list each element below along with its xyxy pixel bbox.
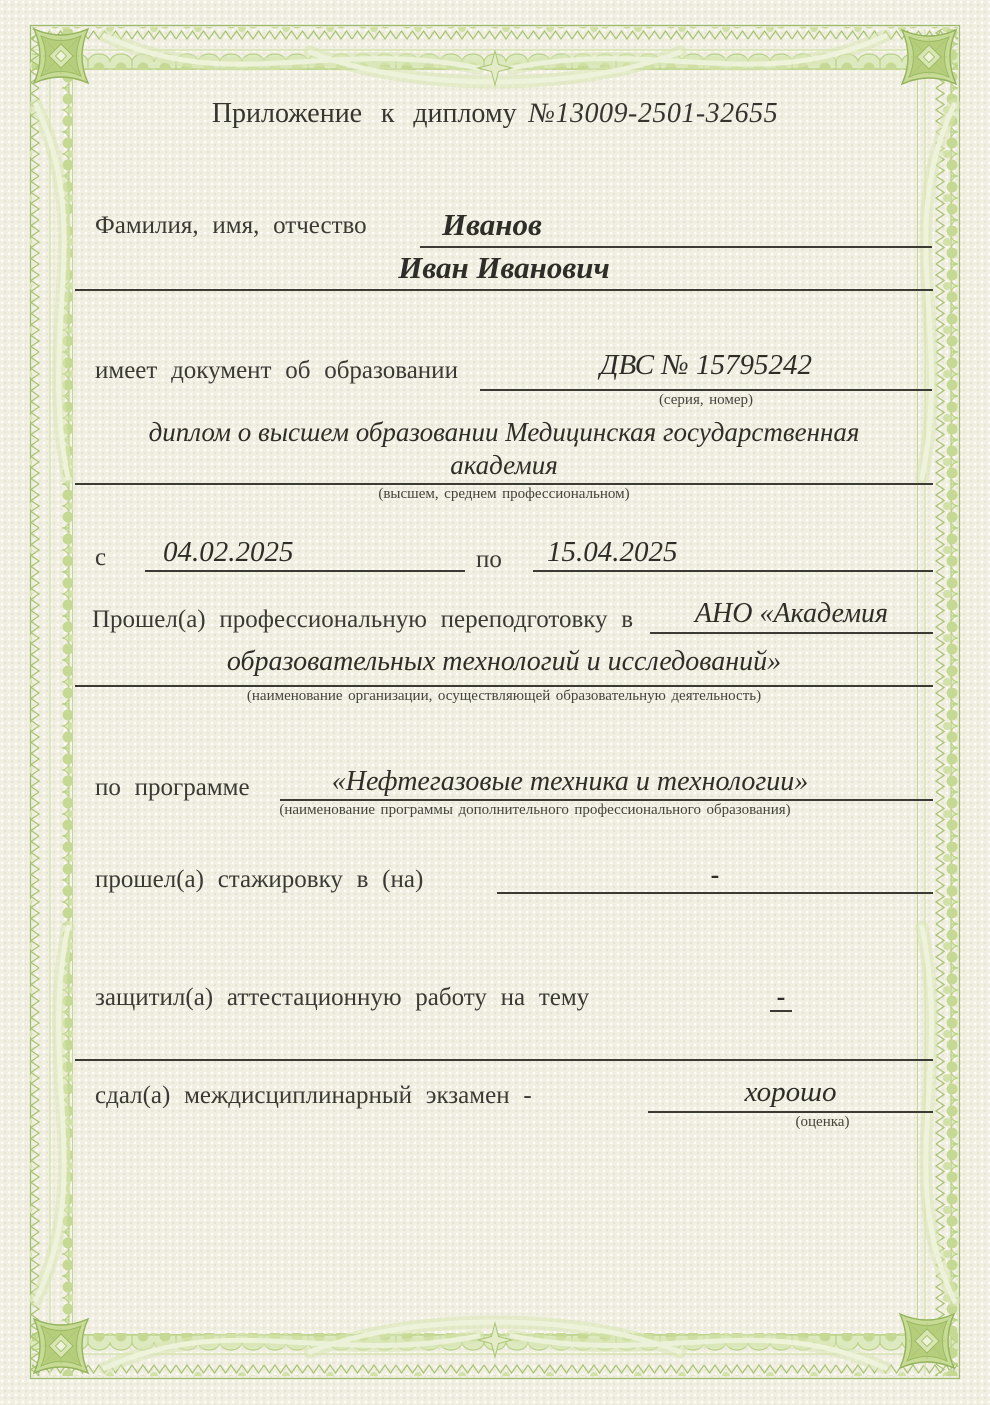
field-underline bbox=[75, 289, 933, 291]
retraining-label: Прошел(а) профессиональную переподготовку в bbox=[92, 606, 634, 633]
field-underline bbox=[420, 246, 932, 248]
exam-grade-value: хорошо bbox=[744, 1076, 837, 1108]
title-prefix: Приложение к диплому bbox=[211, 98, 517, 129]
field-underline bbox=[145, 570, 465, 572]
program-label: по программе bbox=[95, 774, 250, 801]
period-from-value: 04.02.2025 bbox=[163, 536, 294, 568]
period-to-label: по bbox=[476, 546, 502, 573]
corner-rosette-top-right bbox=[902, 30, 956, 84]
title-diploma-number: №13009-2501-32655 bbox=[528, 98, 779, 129]
corner-rosette-top-left bbox=[34, 29, 88, 83]
thesis-label: защитил(а) аттестационную работу на тему bbox=[95, 984, 590, 1011]
document-type-line1: диплом о высшем образовании Медицинская государственная bbox=[148, 417, 860, 447]
program-caption: (наименование программы дополнительного профессионального образования) bbox=[279, 802, 791, 818]
organization-caption: (наименование организации, осуществляющей образовательную деятельность) bbox=[246, 688, 762, 704]
internship-value: - bbox=[710, 860, 720, 889]
internship-label: прошел(а) стажировку в (на) bbox=[95, 866, 424, 893]
field-underline bbox=[533, 570, 933, 572]
period-from-label: с bbox=[95, 544, 107, 571]
corner-rosette-bottom-right bbox=[900, 1314, 954, 1368]
name-surname-value: Иванов bbox=[442, 207, 542, 242]
field-underline bbox=[75, 483, 933, 485]
name-label: Фамилия, имя, отчество bbox=[95, 212, 367, 239]
corner-rosette-bottom-left bbox=[34, 1319, 88, 1373]
document-series-number-value: ДВС № 15795242 bbox=[600, 349, 812, 381]
field-underline bbox=[497, 892, 933, 894]
education-document-label: имеет документ об образовании bbox=[95, 357, 458, 384]
field-underline bbox=[770, 1010, 792, 1012]
field-underline bbox=[280, 799, 933, 801]
exam-label: сдал(а) междисциплинарный экзамен - bbox=[95, 1082, 532, 1109]
field-underline bbox=[648, 1111, 933, 1113]
organization-line1: АНО «Академия bbox=[694, 598, 889, 629]
field-underline bbox=[480, 389, 932, 391]
organization-line2: образовательных технологий и исследований» bbox=[226, 646, 782, 677]
name-given-patronymic-value: Иван Иванович bbox=[398, 250, 610, 285]
grade-caption: (оценка) bbox=[795, 1114, 850, 1130]
field-underline bbox=[75, 685, 933, 687]
series-number-caption: (серия, номер) bbox=[658, 392, 754, 408]
period-to-value: 15.04.2025 bbox=[547, 536, 678, 568]
thesis-value: - bbox=[776, 982, 786, 1011]
page-title bbox=[0, 98, 990, 130]
education-level-caption: (высшем, среднем профессиональном) bbox=[378, 486, 630, 502]
field-underline bbox=[650, 632, 933, 634]
program-value: «Нефтегазовые техника и технологии» bbox=[331, 766, 809, 797]
field-underline bbox=[75, 1059, 933, 1061]
document-type-line2: академия bbox=[450, 450, 558, 480]
